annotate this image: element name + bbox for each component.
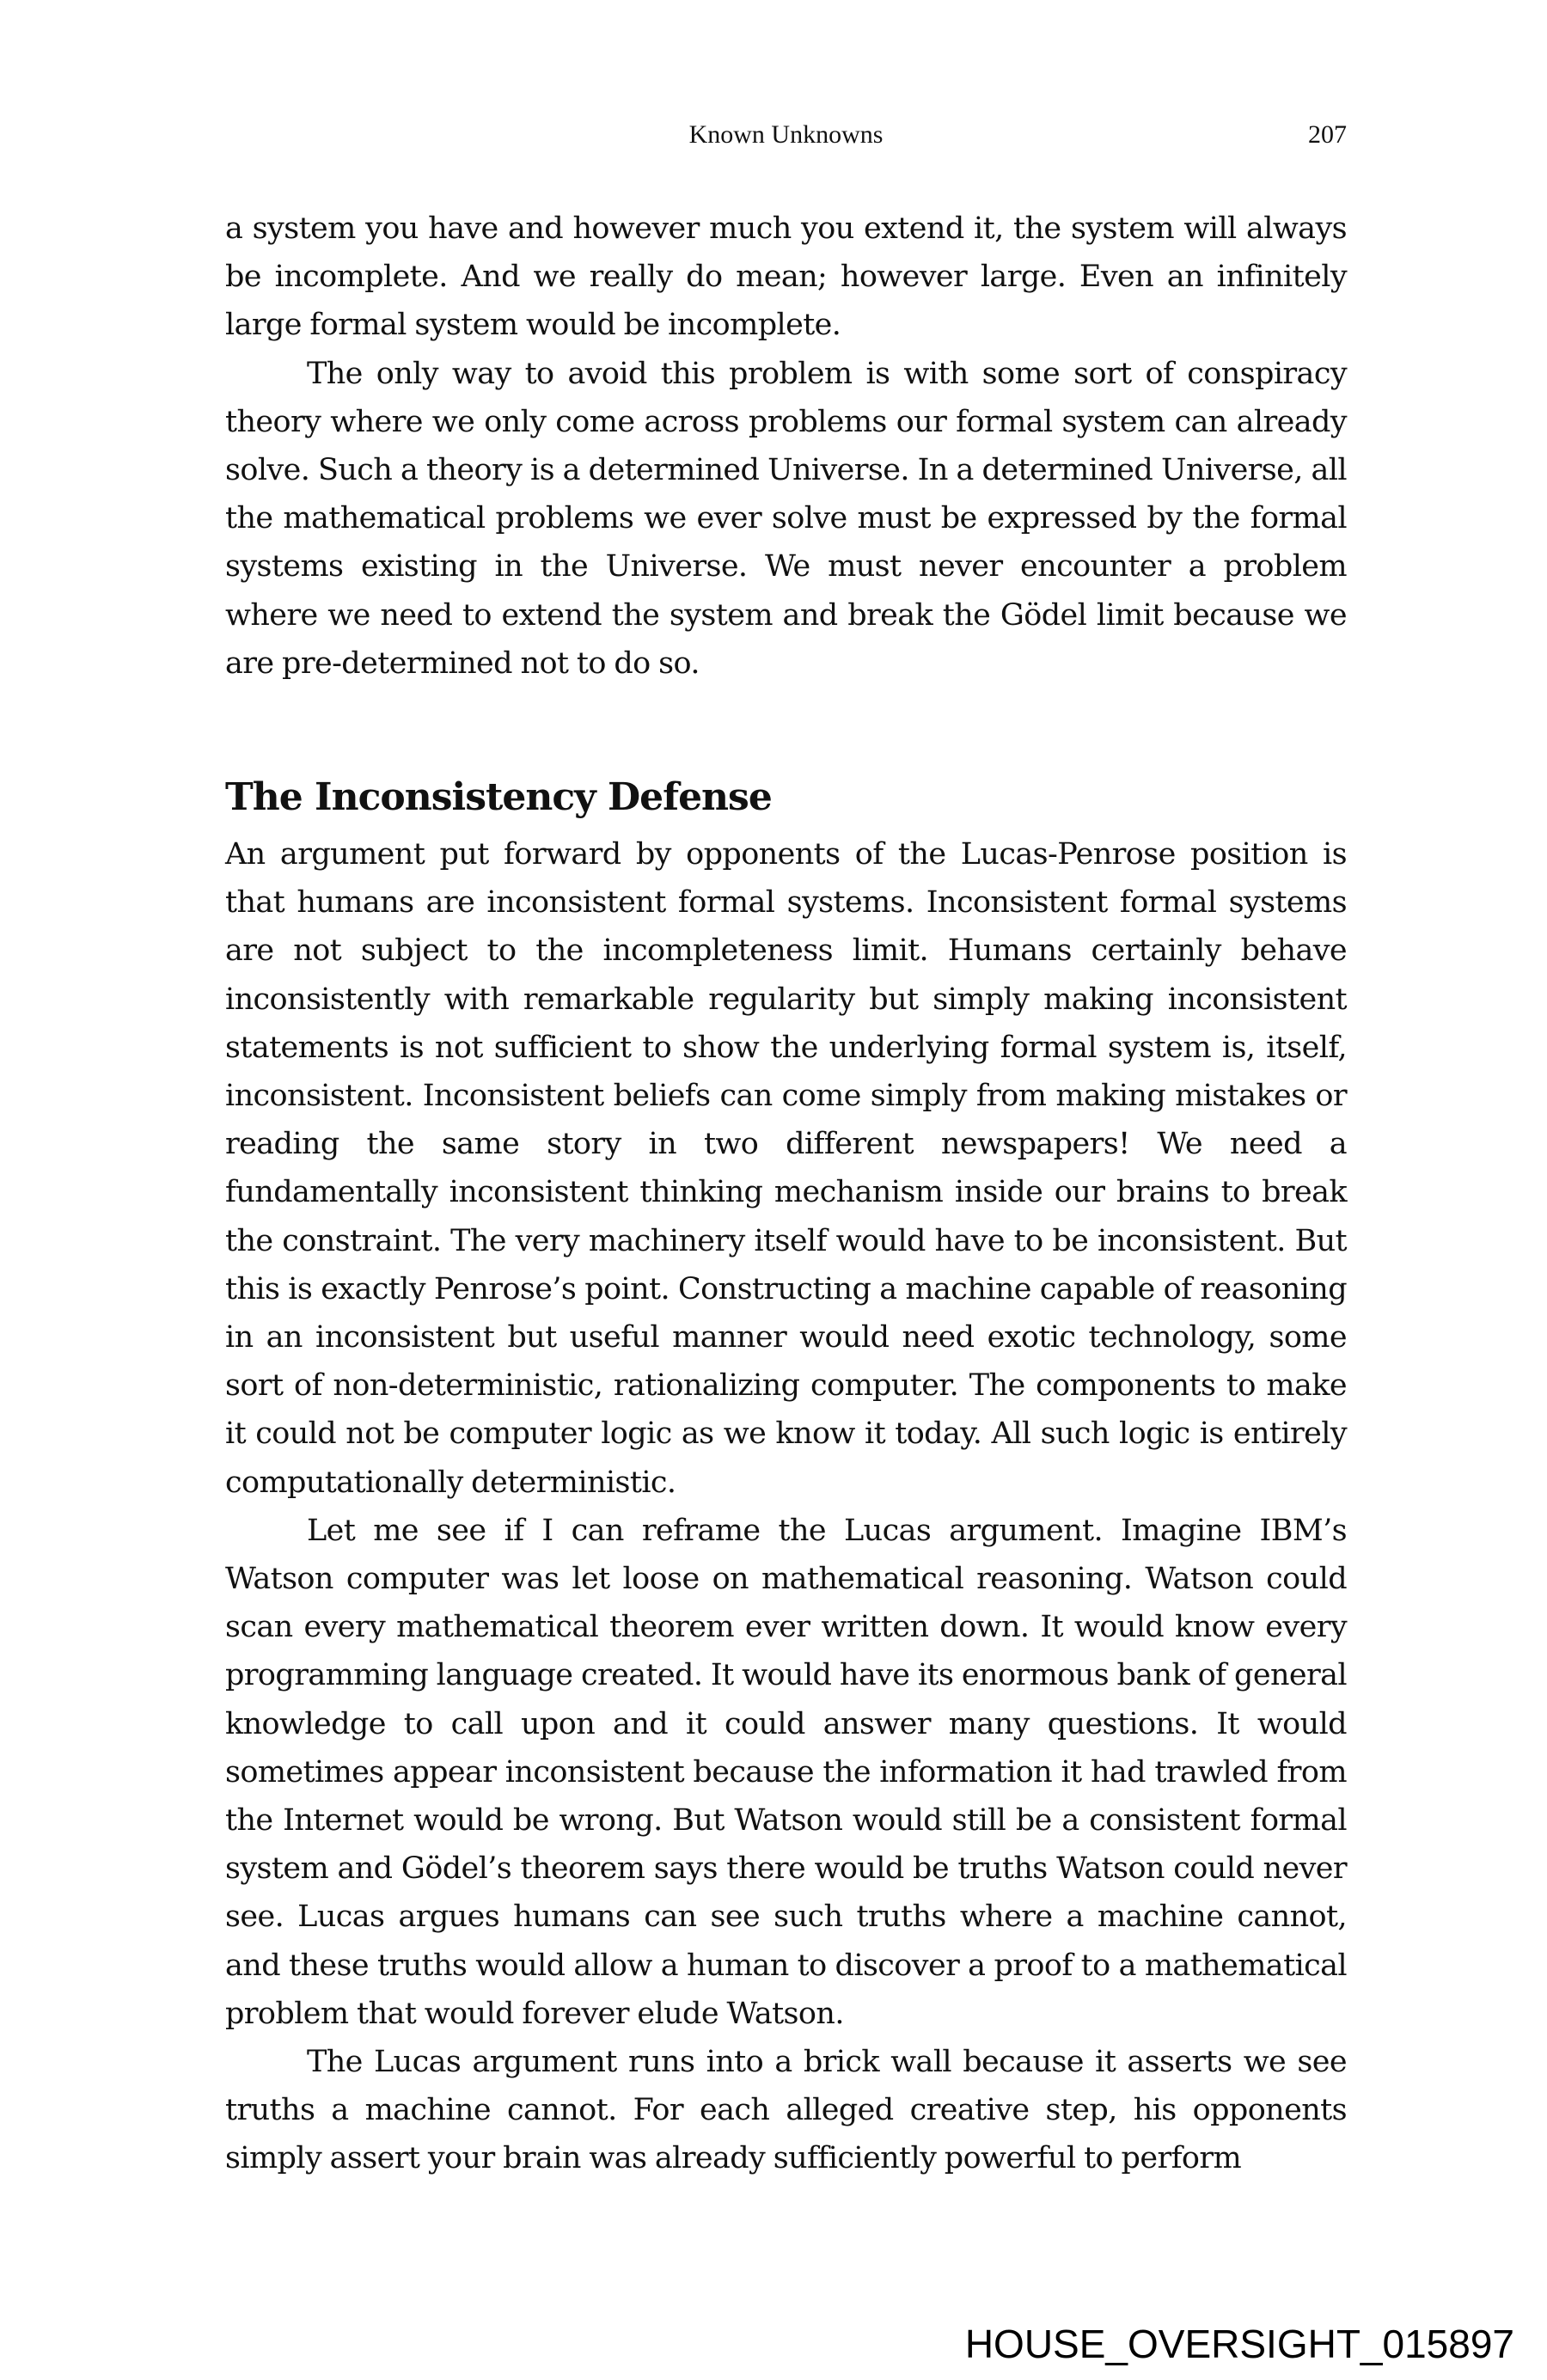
running-title: Known Unknowns — [688, 120, 884, 149]
paragraph: Let me see if I can reframe the Lucas argument. Imagine IBM’s Watson computer was let loose on mathematical reasoning. Watson could scan every mathematical theorem ever written down. It would know every programming language created. It would have its enormous bank of general knowledge to call upon and it could answer many questions. It would sometimes appear inconsistent because the information it had trawled from the Internet would be wrong. But Watson would still be a consistent formal system and Gödel’s theorem says there would be truths Watson could never see. Lucas argues humans can see such truths where a machine cannot, and these truths would allow a human to discover a proof to a mathematical problem that would forever elude Watson. — [225, 1513, 1347, 2031]
bates-number: HOUSE_OVERSIGHT_015897 — [964, 2322, 1514, 2366]
paragraph: a system you have and however much you extend it, the system will always be incomplete. And we really do mean; however large. Even an infinitely large formal system would be incomplete. — [225, 211, 1347, 343]
paragraph: The Lucas argument runs into a brick wall because it asserts we see truths a machine cannot. For each alleged creative step, his opponents simply assert your brain was already sufficiently powerful to perform — [225, 2045, 1347, 2176]
running-head — [225, 120, 1347, 158]
section-heading: The Inconsistency Defense — [225, 775, 772, 819]
section-inconsistency-defense — [225, 830, 1347, 2183]
section-continuation — [225, 205, 1347, 688]
page-number: 207 — [1308, 120, 1347, 149]
paragraph: The only way to avoid this problem is with some sort of conspiracy theory where we only come across problems our formal system can already solve. Such a theory is a determined Universe. In a determined Universe, all the mathematical problems we ever solve must be expressed by the formal systems existing in the Universe. We must never encounter a problem where we need to extend the system and break the Gödel limit because we are pre-determined not to do so. — [225, 356, 1347, 681]
paragraph: An argument put forward by opponents of the Lucas-Penrose position is that humans are inconsistent formal systems. Inconsistent formal systems are not subject to the incompleteness limit. Humans certainly behave inconsistently with remarkable regularity but simply making inconsistent statements is not sufficient to show the underlying formal system is, itself, inconsistent. Inconsistent beliefs can come simply from making mistakes or reading the same story in two different newspapers! We need a fundamentally inconsistent thinking mechanism inside our brains to break the constraint. The very machinery itself would have to be inconsistent. But this is exactly Penrose’s point. Constructing a machine capable of reasoning in an inconsistent but useful manner would need exotic technology, some sort of non-deterministic, rationalizing computer. The components to make it could not be computer logic as we know it today. All such logic is entirely computationally deterministic. — [225, 837, 1347, 1500]
